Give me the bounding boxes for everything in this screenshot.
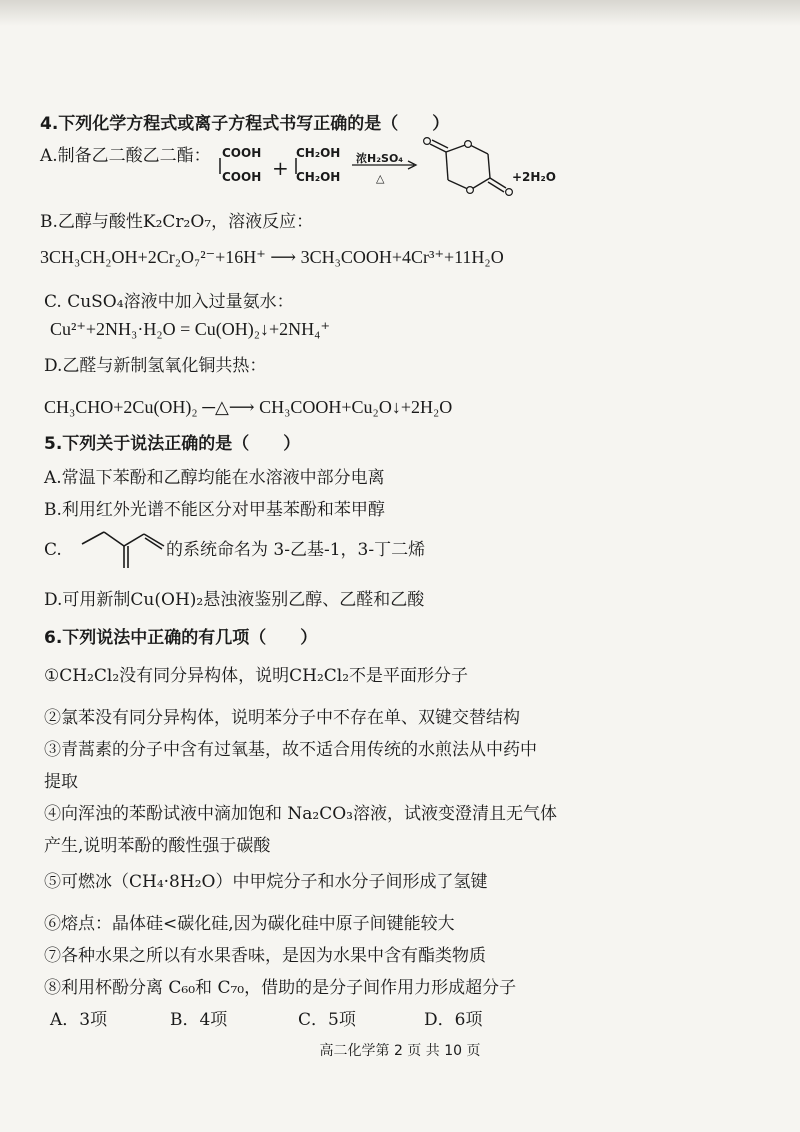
q5-option-a: A.常温下苯酚和乙醇均能在水溶液中部分电离: [44, 468, 385, 488]
q4-title: 4.下列化学方程式或离子方程式书写正确的是（ ）: [40, 114, 450, 134]
q4-a-plus: +: [272, 156, 289, 180]
q4-a-reactant2-line1: CH₂OH: [296, 146, 341, 160]
q5-c-skeletal-structure: [78, 528, 168, 572]
q4-a-reaction-arrow: [350, 160, 420, 170]
q6-option-a: A．3项: [50, 1010, 108, 1030]
q6-statement-4-cont: 产生,说明苯酚的酸性强于碳酸: [44, 836, 271, 856]
q5-option-d: D.可用新制Cu(OH)₂悬浊液鉴别乙醇、乙醛和乙酸: [44, 590, 425, 610]
q6-statement-3: ③青蒿素的分子中含有过氧基，故不适合用传统的水煎法从中药中: [44, 740, 537, 760]
q6-statement-1: ①CH₂Cl₂没有同分异构体，说明CH₂Cl₂不是平面形分子: [44, 666, 469, 686]
q6-statement-8: ⑧利用杯酚分离 C₆₀和 C₇₀，借助的是分子间作用力形成超分子: [44, 978, 517, 998]
q4-a-condition-bottom: △: [376, 172, 385, 185]
q6-option-c: C．5项: [298, 1010, 356, 1030]
q4-a-bond-line: [290, 150, 300, 180]
q6-title: 6.下列说法中正确的有几项（ ）: [44, 628, 318, 648]
q4-option-b-label: B.乙醇与酸性K₂Cr₂O₇，溶液反应：: [40, 212, 314, 232]
q4-option-d-label: D.乙醛与新制氢氧化铜共热：: [44, 356, 267, 376]
q4-option-b-equation: 3CH₃CH₂OH+2Cr₂O₇²⁻+16H⁺ ⟶ 3CH₃COOH+4Cr³⁺+11H₂O: [40, 247, 504, 267]
page-footer: 高二化学第 2 页 共 10 页: [319, 1043, 481, 1059]
q6-statement-2: ②氯苯没有同分异构体，说明苯分子中不存在单、双键交替结构: [44, 708, 520, 728]
q5-title: 5.下列关于说法正确的是（ ）: [44, 434, 301, 454]
q6-statement-7: ⑦各种水果之所以有水果香味，是因为水果中含有酯类物质: [44, 946, 486, 966]
q6-statement-5: ⑤可燃冰（CH₄·8H₂O）中甲烷分子和水分子间形成了氢键: [44, 872, 488, 892]
q6-statement-6: ⑥熔点：晶体硅<碳化硅,因为碳化硅中原子间键能较大: [44, 914, 455, 934]
q6-option-b: B．4项: [170, 1010, 228, 1030]
q4-option-a-label: A.制备乙二酸乙二酯：: [40, 146, 211, 166]
q4-a-product-tail: +2H₂O: [512, 170, 556, 184]
q6-statement-4: ④向浑浊的苯酚试液中滴加饱和 Na₂CO₃溶液，试液变澄清且无气体: [44, 804, 557, 824]
q5-option-b: B.利用红外光谱不能区分对甲基苯酚和苯甲醇: [44, 500, 385, 520]
q4-a-reactant1-line1: COOH: [222, 146, 262, 160]
q6-option-d: D．6项: [424, 1010, 483, 1030]
scan-top-edge: [0, 0, 800, 26]
q4-option-c-equation: Cu²⁺+2NH₃·H₂O = Cu(OH)₂↓+2NH₄⁺: [50, 319, 330, 339]
q4-option-c-label: C. CuSO₄溶液中加入过量氨水：: [44, 292, 294, 312]
q5-option-c-text: 的系统命名为 3-乙基-1，3-丁二烯: [166, 540, 426, 560]
q4-a-bond-bracket: [214, 150, 224, 180]
q5-option-c-prefix: C.: [44, 540, 62, 560]
q4-option-d-equation: CH₃CHO+2Cu(OH)₂ ─△⟶ CH₃COOH+Cu₂O↓+2H₂O: [44, 397, 453, 417]
q4-a-product-ring-structure: [416, 134, 520, 204]
q4-a-reactant2-line2: CH₂OH: [296, 170, 341, 184]
q4-a-reactant1-line2: COOH: [222, 170, 262, 184]
q4-a-condition-top: 浓H₂SO₄: [356, 152, 404, 165]
q6-statement-3-cont: 提取: [44, 772, 78, 792]
